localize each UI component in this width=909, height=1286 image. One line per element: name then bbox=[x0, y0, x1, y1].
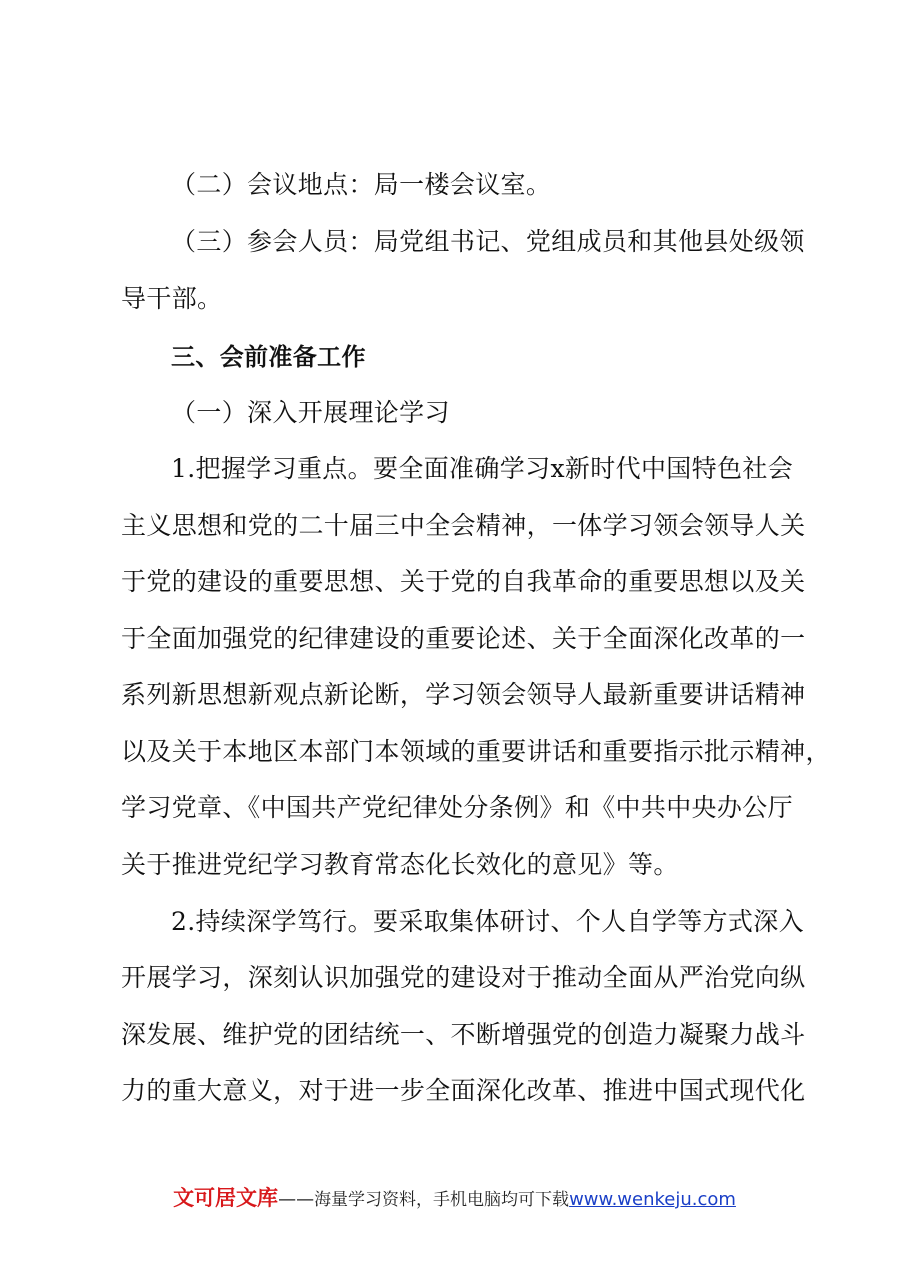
paragraph-line: 开展学习，深刻认识加强党的建设对于推动全面从严治党向纵 bbox=[121, 963, 806, 992]
paragraph-attendees-continued: 导干部。 bbox=[121, 284, 223, 313]
paragraph-line: 主义思想和党的二十届三中全会精神，一体学习领会领导人关 bbox=[121, 511, 806, 540]
paragraph-study-focus: 1.把握学习重点。要全面准确学习x新时代中国特色社会 bbox=[171, 454, 794, 483]
paragraph-line: 关于推进党纪学习教育常态化长效化的意见》等。 bbox=[121, 850, 679, 879]
paragraph-line: 学习党章、《中国共产党纪律处分条例》和《中共中央办公厅 bbox=[121, 793, 793, 822]
paragraph-meeting-location: （二）会议地点：局一楼会议室。 bbox=[171, 170, 552, 199]
footer-separator: —— bbox=[278, 1189, 315, 1210]
paragraph-line: 系列新思想新观点新论断，学习领会领导人最新重要讲话精神 bbox=[121, 680, 806, 709]
section-heading-preparation: 三、会前准备工作 bbox=[171, 343, 366, 371]
paragraph-attendees: （三）参会人员：局党组书记、党组成员和其他县处级领 bbox=[171, 227, 805, 256]
paragraph-line: 深发展、维护党的团结统一、不断增强党的创造力凝聚力战斗 bbox=[121, 1020, 806, 1049]
footer-banner bbox=[0, 1182, 909, 1212]
footer-website-link[interactable]: www.wenkeju.com bbox=[569, 1189, 736, 1210]
paragraph-line: 于全面加强党的纪律建设的重要论述、关于全面深化改革的一 bbox=[121, 624, 806, 653]
paragraph-line: 以及关于本地区本部门本领域的重要讲话和重要指示批示精神， bbox=[121, 737, 831, 766]
paragraph-line: 力的重大意义，对于进一步全面深化改革、推进中国式现代化 bbox=[121, 1076, 806, 1105]
subsection-heading-theory-study: （一）深入开展理论学习 bbox=[171, 398, 450, 427]
footer-tagline: 海量学习资料，手机电脑均可下载 bbox=[314, 1190, 570, 1210]
paragraph-continuous-study: 2.持续深学笃行。要采取集体研讨、个人自学等方式深入 bbox=[171, 907, 804, 936]
footer-brand-logo-text: 文可居文库 bbox=[173, 1186, 279, 1210]
paragraph-line: 于党的建设的重要思想、关于党的自我革命的重要思想以及关 bbox=[121, 567, 806, 596]
